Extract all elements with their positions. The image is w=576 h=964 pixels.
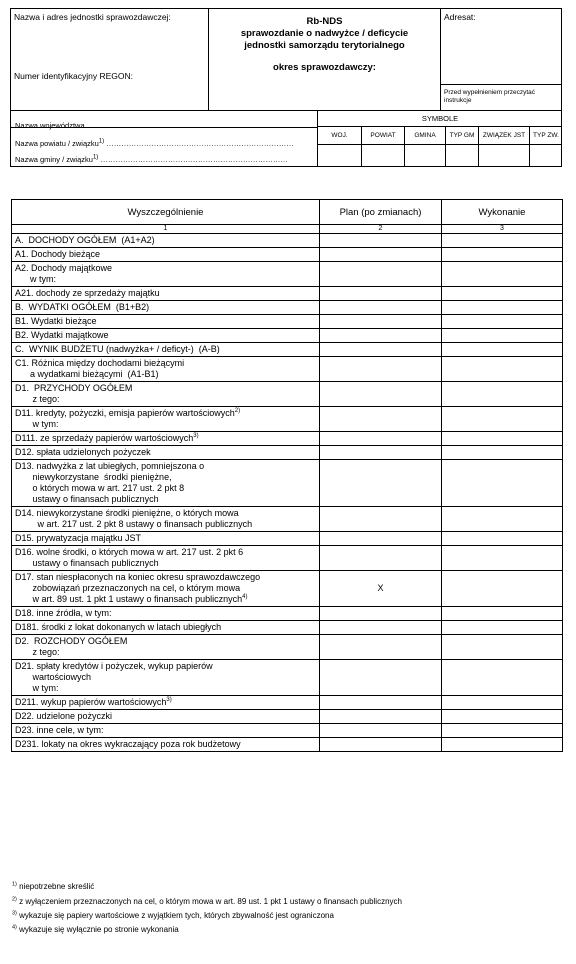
district-dots: ………………………………………………………………… <box>106 139 294 148</box>
symbols-section <box>10 111 562 167</box>
plan-cell[interactable] <box>320 532 442 546</box>
report-header <box>10 8 562 111</box>
plan-cell[interactable] <box>320 329 442 343</box>
col-number-3: 3 <box>442 225 563 234</box>
plan-cell[interactable] <box>320 696 442 710</box>
addressee-label: Adresat: <box>444 12 476 22</box>
row-label <box>12 343 320 357</box>
row-label <box>12 571 320 607</box>
report-title-cell <box>209 9 441 111</box>
table-row <box>12 432 563 446</box>
report-table <box>11 199 563 752</box>
row-label-line: B1. Wydatki bieżące <box>15 316 97 326</box>
row-label-line: D21. spłaty kredytów i pożyczek, wykup papierów <box>15 661 213 671</box>
table-row <box>12 329 563 343</box>
row-label <box>12 248 320 262</box>
execution-cell[interactable] <box>442 407 563 432</box>
plan-cell[interactable] <box>320 407 442 432</box>
row-label-line: D231. lokaty na okres wykraczający poza rok budżetowy <box>15 739 241 749</box>
footnote-3: $^{3)}$ wykazuje się papiery wartościowe z wyjątkiem tych, których zbywalność jest ograniczona <box>12 910 334 920</box>
row-label-line: D11. kredyty, pożyczki, emisja papierów wartościowych$^{2)}$ <box>15 408 241 418</box>
table-row <box>12 343 563 357</box>
row-label <box>12 262 320 287</box>
col-typ-gm: TYP GM <box>449 132 475 139</box>
row-label-line: A. DOCHODY OGÓŁEM (A1+A2) <box>15 235 155 245</box>
row-label <box>12 532 320 546</box>
report-code: Rb-NDS <box>306 16 343 27</box>
execution-cell[interactable] <box>442 507 563 532</box>
table-row <box>12 738 563 752</box>
row-label-line: D12. spłata udzielonych pożyczek <box>15 447 151 457</box>
plan-cell[interactable] <box>320 460 442 507</box>
row-label <box>12 710 320 724</box>
execution-cell[interactable] <box>442 446 563 460</box>
row-label-line: D22. udzielone pożyczki <box>15 711 113 721</box>
row-label <box>12 635 320 660</box>
row-label-line: D17. stan niespłaconych na koniec okresu sprawozdawczego <box>15 572 261 582</box>
row-label-line: D181. środki z lokat dokonanych w latach ubiegłych <box>15 622 222 632</box>
row-label <box>12 546 320 571</box>
row-label-line: w art. 89 ust. 1 pkt 1 ustawy o finansach publicznych$^{4)}$ <box>15 594 248 604</box>
district-label: Nazwa powiatu / związku <box>15 139 99 148</box>
execution-cell[interactable] <box>442 738 563 752</box>
row-label <box>12 301 320 315</box>
row-label-line: zobowiązań przeznaczonych na cel, o którym mowa <box>15 583 241 593</box>
row-label-line: z tego: <box>15 394 60 404</box>
footnote-marker: 3) <box>193 433 199 439</box>
header-plan: Plan (po zmianach) <box>320 200 442 225</box>
execution-cell[interactable] <box>442 724 563 738</box>
unit-name-label: Nazwa i adres jednostki sprawozdawczej: <box>14 12 171 22</box>
table-row <box>12 407 563 432</box>
plan-cell[interactable] <box>320 710 442 724</box>
row-label-line: D111. ze sprzedaży papierów wartościowych$^{3)}$ <box>15 433 199 443</box>
execution-cell[interactable] <box>442 357 563 382</box>
symbols-title: SYMBOLE <box>317 111 562 127</box>
execution-cell[interactable] <box>442 696 563 710</box>
row-label-line: w tym: <box>15 683 59 693</box>
row-label-line: z tego: <box>15 647 60 657</box>
commune-dots: ………………………………………………………………… <box>100 155 288 164</box>
row-label-line: C1. Różnica między dochodami bieżącymi <box>15 358 185 368</box>
col-zwiazek-jst: ZWIĄZEK JST <box>482 132 526 139</box>
execution-cell[interactable] <box>442 329 563 343</box>
row-label-line: C. WYNIK BUDŻETU (nadwyżka+ / deficyt-) (A-B) <box>15 344 220 354</box>
row-label-line: D13. nadwyżka z lat ubiegłych, pomniejszona o <box>15 461 205 471</box>
footnote-2: $^{2)}$ z wyłączeniem przeznaczonych na cel, o którym mowa w art. 89 ust. 1 pkt 1 ustawy o finansach publicznych <box>12 896 402 906</box>
plan-cell[interactable] <box>320 248 442 262</box>
row-label-line: B2. Wydatki majątkowe <box>15 330 109 340</box>
row-label <box>12 287 320 301</box>
row-label-line: D16. wolne środki, o których mowa w art. 217 ust. 2 pkt 6 <box>15 547 244 557</box>
plan-cell[interactable] <box>320 301 442 315</box>
regon-label: Numer identyfikacyjny REGON: <box>14 71 134 81</box>
header-execution: Wykonanie <box>442 200 563 225</box>
read-instructions-note: Przed wypełnieniem przeczytać instrukcje <box>444 89 536 104</box>
plan-cell[interactable] <box>320 234 442 248</box>
execution-cell[interactable] <box>442 432 563 446</box>
table-row <box>12 382 563 407</box>
plan-cell[interactable] <box>320 621 442 635</box>
execution-cell[interactable] <box>442 382 563 407</box>
execution-cell[interactable] <box>442 621 563 635</box>
unit-info-cell <box>11 9 209 111</box>
col-woj: WOJ. <box>331 132 348 139</box>
execution-cell[interactable] <box>442 710 563 724</box>
col-number-2: 2 <box>320 225 442 234</box>
table-row <box>12 446 563 460</box>
row-label <box>12 621 320 635</box>
addressee-cell <box>441 9 562 85</box>
row-label-line: B. WYDATKI OGÓŁEM (B1+B2) <box>15 302 150 312</box>
row-label-line: D23. inne cele, w tym: <box>15 725 104 735</box>
row-label-line: D2. ROZCHODY OGÓŁEM <box>15 636 128 646</box>
voivodeship-field[interactable] <box>15 122 274 130</box>
execution-cell[interactable] <box>442 343 563 357</box>
execution-cell[interactable] <box>442 607 563 621</box>
execution-cell[interactable] <box>442 660 563 696</box>
row-label-line: D18. inne źródła, w tym: <box>15 608 112 618</box>
row-label-line: w art. 217 ust. 2 pkt 8 ustawy o finansach publicznych <box>15 519 253 529</box>
footnote-marker: 2) <box>234 408 241 414</box>
row-label-line: D1. PRZYCHODY OGÓŁEM <box>15 383 133 393</box>
plan-cell[interactable] <box>320 446 442 460</box>
plan-cell[interactable] <box>320 546 442 571</box>
table-row <box>12 287 563 301</box>
table-row <box>12 724 563 738</box>
footnote-marker: 3) <box>166 697 172 703</box>
execution-cell[interactable] <box>442 635 563 660</box>
table-row <box>12 234 563 248</box>
plan-cell[interactable] <box>320 724 442 738</box>
execution-cell[interactable] <box>442 460 563 507</box>
table-row <box>12 248 563 262</box>
table-row <box>12 507 563 532</box>
column-number-row <box>12 225 563 234</box>
row-label <box>12 357 320 382</box>
execution-cell[interactable] <box>442 546 563 571</box>
table-row <box>12 635 563 660</box>
plan-cell[interactable] <box>320 660 442 696</box>
row-label <box>12 432 320 446</box>
col-powiat: POWIAT <box>370 132 396 139</box>
voivodeship-dots: ………………………………………………………………… <box>86 121 275 130</box>
row-label <box>12 507 320 532</box>
table-row <box>12 621 563 635</box>
row-label <box>12 738 320 752</box>
row-label-line: w tym: <box>15 274 57 284</box>
row-label-line: o których mowa w art. 217 ust. 2 pkt 8 <box>15 483 185 493</box>
row-label <box>12 407 320 432</box>
col-number-1: 1 <box>12 225 320 234</box>
row-label-line: A2. Dochody majątkowe <box>15 263 113 273</box>
row-label <box>12 315 320 329</box>
row-label-line: D211. wykup papierów wartościowych$^{3)}$ <box>15 697 172 707</box>
plan-cell[interactable] <box>320 315 442 329</box>
commune-label: Nazwa gminy / związku <box>15 155 93 164</box>
plan-cell[interactable] <box>320 343 442 357</box>
table-row <box>12 571 563 607</box>
row-label <box>12 660 320 696</box>
row-label-line: A21. dochody ze sprzedaży majątku <box>15 288 160 298</box>
plan-cell[interactable] <box>320 382 442 407</box>
plan-cell[interactable]: X <box>320 571 442 607</box>
plan-cell[interactable] <box>320 738 442 752</box>
table-row <box>12 357 563 382</box>
row-label <box>12 329 320 343</box>
commune-field[interactable]: Nazwa gminy / związku$^{1)}$ ………………………………………………………………… <box>15 154 288 164</box>
row-label <box>12 724 320 738</box>
col-gmina: GMINA <box>414 132 436 139</box>
symbol-columns <box>317 127 562 166</box>
row-label <box>12 446 320 460</box>
voivodeship-label: Nazwa województwa <box>15 121 85 130</box>
footnote-1: $^{1)}$ niepotrzebne skreślić <box>12 881 95 891</box>
table-row <box>12 532 563 546</box>
plan-cell[interactable] <box>320 357 442 382</box>
row-label <box>12 696 320 710</box>
table-row <box>12 546 563 571</box>
row-label-line: w tym: <box>15 419 59 429</box>
header-specification: Wyszczególnienie <box>12 200 320 225</box>
plan-cell[interactable] <box>320 262 442 287</box>
row-label-line: D14. niewykorzystane środki pieniężne, o których mowa <box>15 508 239 518</box>
plan-cell[interactable] <box>320 635 442 660</box>
table-row <box>12 710 563 724</box>
row-label-line: a wydatkami bieżącymi (A1-B1) <box>15 369 159 379</box>
table-row <box>12 660 563 696</box>
row-label <box>12 234 320 248</box>
row-label-line: niewykorzystane środki pieniężne, <box>15 472 172 482</box>
district-field[interactable]: Nazwa powiatu / związku$^{1)}$ ………………………………………………………………… <box>15 138 294 148</box>
table-row <box>12 607 563 621</box>
execution-cell[interactable] <box>442 315 563 329</box>
col-typ-zw: TYP ZW. <box>533 132 559 139</box>
row-label <box>12 460 320 507</box>
report-title-line2: jednostki samorządu terytorialnego <box>244 40 405 51</box>
footnote-4: $^{4)}$ wykazuje się wyłącznie po stronie wykonania <box>12 924 179 934</box>
report-title-line1: sprawozdanie o nadwyżce / deficycie <box>240 28 409 39</box>
table-row <box>12 262 563 287</box>
table-row <box>12 301 563 315</box>
row-label <box>12 382 320 407</box>
row-label-line: A1. Dochody bieżące <box>15 249 101 259</box>
row-label-line: D15. prywatyzacja majątku JST <box>15 533 142 543</box>
execution-cell[interactable] <box>442 262 563 287</box>
table-header-row <box>12 200 563 225</box>
row-label-line: wartościowych <box>15 672 92 682</box>
row-label <box>12 607 320 621</box>
row-label-line: ustawy o finansach publicznych <box>15 558 159 568</box>
execution-cell[interactable] <box>442 248 563 262</box>
plan-cell[interactable] <box>320 507 442 532</box>
footnote-marker: 4) <box>242 594 248 600</box>
table-row <box>12 696 563 710</box>
execution-cell[interactable] <box>442 301 563 315</box>
plan-cell[interactable] <box>320 287 442 301</box>
plan-cell[interactable] <box>320 607 442 621</box>
execution-cell[interactable] <box>442 287 563 301</box>
period-label: okres sprawozdawczy: <box>273 62 376 73</box>
execution-cell[interactable] <box>442 532 563 546</box>
table-row <box>12 460 563 507</box>
execution-cell[interactable] <box>442 234 563 248</box>
plan-cell[interactable] <box>320 432 442 446</box>
table-row <box>12 315 563 329</box>
row-label-line: ustawy o finansach publicznych <box>15 494 159 504</box>
execution-cell[interactable] <box>442 571 563 607</box>
